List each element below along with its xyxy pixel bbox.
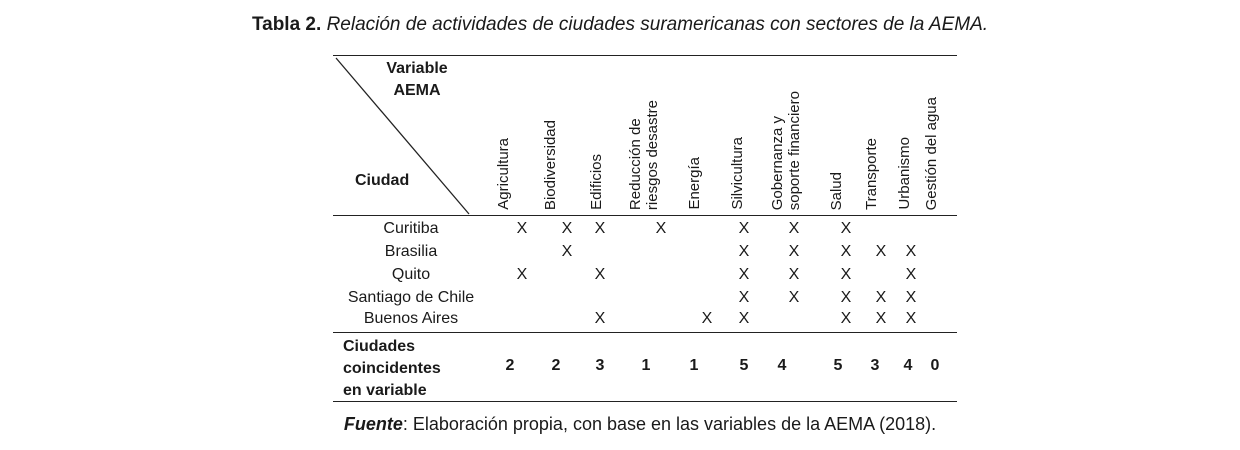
cell-mark: X — [738, 266, 750, 283]
cell-mark: X — [840, 220, 852, 237]
cell-mark: X — [738, 310, 750, 327]
cell-mark: X — [840, 266, 852, 283]
column-header: Agricultura — [495, 138, 512, 210]
total-value: 1 — [689, 357, 699, 374]
cell-mark: X — [788, 243, 800, 260]
cell-mark: X — [738, 243, 750, 260]
column-header: Gestión del agua — [923, 96, 940, 210]
source-text: : Elaboración propia, con base en las variables de la AEMA (2018). — [402, 414, 937, 434]
table-caption — [0, 14, 1240, 36]
cell-mark: X — [655, 220, 667, 237]
cell-mark: X — [840, 289, 852, 306]
total-value: 3 — [870, 357, 880, 374]
column-header: Urbanismo — [896, 137, 913, 210]
corner-city-label: Ciudad — [355, 172, 410, 189]
cell-mark: X — [516, 220, 528, 237]
cell-mark: X — [788, 289, 800, 306]
source-note — [0, 414, 1240, 435]
cell-mark: X — [594, 310, 606, 327]
totals-label: Ciudades coincidentes en variable — [343, 338, 441, 399]
city-label: Buenos Aires — [363, 310, 459, 327]
cell-mark: X — [875, 243, 887, 260]
total-value: 5 — [739, 357, 749, 374]
total-value: 0 — [930, 357, 940, 374]
column-header: Energía — [686, 157, 703, 210]
cell-mark: X — [840, 310, 852, 327]
column-header: Silvicultura — [729, 137, 746, 210]
cell-mark: X — [738, 220, 750, 237]
column-header: Biodiversidad — [542, 119, 559, 210]
cell-mark: X — [561, 243, 573, 260]
cell-mark: X — [701, 310, 713, 327]
column-header: Edificios — [588, 154, 605, 210]
column-header: Salud — [828, 171, 845, 210]
cell-mark: X — [594, 220, 606, 237]
cell-mark: X — [561, 220, 573, 237]
city-label: Curitiba — [383, 220, 439, 237]
cell-mark: X — [905, 243, 917, 260]
cell-mark: X — [875, 310, 887, 327]
cell-mark: X — [905, 310, 917, 327]
column-header: Gobernanza y soporte financiero — [769, 90, 803, 210]
totals-rule — [333, 332, 957, 333]
total-value: 4 — [903, 357, 913, 374]
total-value: 2 — [551, 357, 561, 374]
total-value: 4 — [777, 357, 787, 374]
total-value: 2 — [505, 357, 515, 374]
cell-mark: X — [905, 266, 917, 283]
column-header: Transporte — [863, 138, 880, 210]
cell-mark: X — [594, 266, 606, 283]
cell-mark: X — [516, 266, 528, 283]
cell-mark: X — [788, 266, 800, 283]
cell-mark: X — [788, 220, 800, 237]
corner-variable-label: Variable AEMA — [386, 60, 448, 99]
source-label: Fuente — [343, 414, 403, 434]
city-label: Quito — [391, 266, 431, 283]
total-value: 5 — [833, 357, 843, 374]
city-label: Brasilia — [384, 243, 438, 260]
city-label: Santiago de Chile — [347, 289, 475, 306]
caption-label: Tabla 2. — [251, 14, 322, 35]
caption-text: Relación de actividades de ciudades suramericanas con sectores de la AEMA. — [326, 14, 989, 35]
column-header: Reducción de riesgos desastre — [627, 99, 661, 210]
cell-mark: X — [905, 289, 917, 306]
cell-mark: X — [738, 289, 750, 306]
total-value: 3 — [595, 357, 605, 374]
cell-mark: X — [875, 289, 887, 306]
cell-mark: X — [840, 243, 852, 260]
total-value: 1 — [641, 357, 651, 374]
